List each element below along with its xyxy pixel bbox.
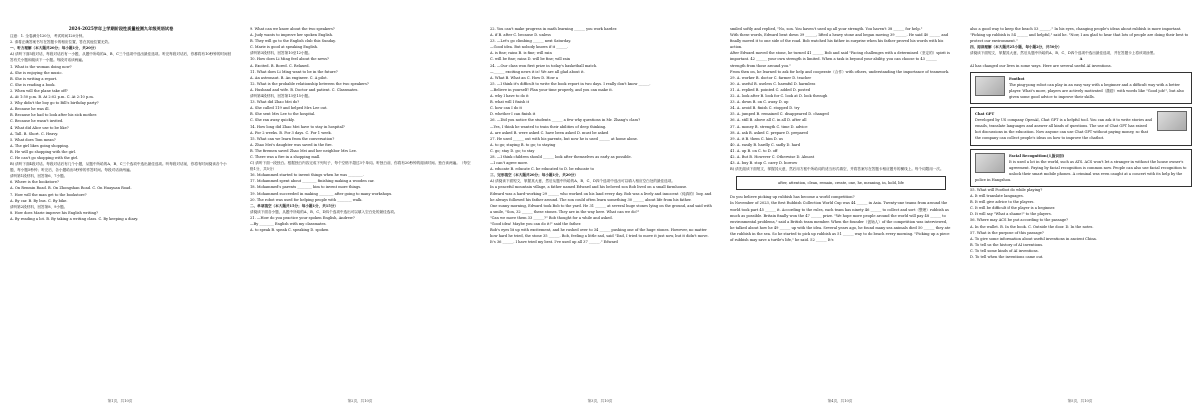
text-line: One sunny morning, Edward took Bob to the yard. He 31 ______ at several huge stones lying on the ground, and said with a smile, "Son, 32 ______ these stones. They are in the way here. What can we do?" — [490, 203, 712, 214]
text-line: 39. A. it B. them C. him D. us — [730, 136, 783, 141]
box-text: The ping-pong robot can play in an easy way with a beginner and a difficult way with a better player. What's more, players are actively motivated（激励）with words like "Good job!", but also given some good advice to improve their skills. — [1009, 82, 1184, 99]
text-line: 57. What is the purpose of this passage? — [970, 230, 1044, 235]
text-line: B. They will go to the English club this Sunday. — [250, 39, 336, 44]
text-line: B. To tell us the history of AI inventions. — [970, 242, 1044, 247]
text-line: C. go; stay D. go; to stay — [490, 148, 535, 153]
text-line: 38. A. ask B. asked C. prepare D. prepared — [730, 130, 808, 135]
text-line: —Good idea. But nobody knows if it ______. — [490, 45, 569, 50]
text-line: A. What B. What an C. How D. How a — [490, 75, 558, 80]
text-line: 请听第1段材料，回答第6、7小题。 — [10, 174, 68, 179]
box-title: Facial Recognition(人脸识别) — [1009, 153, 1065, 158]
exam-page-5 — [960, 0, 1200, 410]
text-line: A. An astronaut. B. An engineer. C. A pilot. — [250, 75, 328, 80]
text-line: 28. —I think children should ______ look after themselves as early as possible. — [490, 154, 632, 159]
text-line: B. The firemen saved Zhao Mei and her neighbor Mrs Lee. — [250, 148, 357, 153]
page-footer: 第4页，共10页 — [827, 399, 853, 403]
box-text: Developed by US company OpenAI, Chat GPT is a helpful tool. You can ask it to write stories and emails, translate languages and answer all kinds of questions. The use of Chat GPT has raised hot discussions in the education. Now anyone can use Chat GPT without paying money, so that the company can collect people's ideas on how to improve the chatbot. — [975, 118, 1152, 141]
exam-page-2 — [240, 0, 480, 410]
text-line: A. It will translate languages. — [970, 194, 1024, 199]
page-2-text — [250, 26, 472, 233]
text-line: A. She called 119 and helped Mrs Lee out. — [250, 106, 328, 111]
text-line: 27. He used ______ out with his parents, but now he is used ______ at home alone. — [490, 136, 638, 141]
text-line: AI has changed our lives in some ways. Here are several useful AI inventions. — [970, 63, 1112, 68]
text-line: Bob's eyes lit up with excitement, and he rushed over to 34 ______ pushing one of the huge stones. However, no matter how hard he tried, the stone 35 ______. Bob, feeling a little sad, said "Dad, I tried to move it just now, but it didn't move. It's 36 ______. I have tried my best. I've used up all 37 ______." Edward — [490, 228, 709, 245]
text-line: 请听第2段材料，回答第8、9小题。 — [10, 204, 68, 209]
text-line: A. Husband and wife. B. Doctor and patient. C. Classmates. — [250, 87, 359, 92]
info-box — [970, 107, 1192, 145]
text-line: 24. —Our class won first prize in today's basketball match. — [490, 63, 598, 68]
text-line: A. educate B. educate C. be educated to D. be educate to — [490, 167, 594, 172]
text-line: 6. Where is the bookstore? — [10, 180, 59, 185]
page-1-text — [10, 26, 232, 222]
photo-placeholder — [1157, 111, 1187, 131]
text-line: 2. When will the plane take off? — [10, 88, 68, 93]
info-box — [970, 149, 1192, 187]
text-line: —By ________ English with my classmates. — [250, 222, 327, 226]
text-line: A) 请听下面5段对话，每段对话后有一小题，从题中所给的A、B、C三个选项中选出最佳选项。听完每段对话后，你都将有10秒钟的时间回答有关小题和阅读下一小题。每段对话读两遍。 — [10, 52, 232, 63]
page-footer: 第5页，共10页 — [1067, 399, 1093, 403]
text-line: B. Because he had to look after his sick mother. — [10, 113, 97, 118]
photo-placeholder — [975, 153, 1005, 173]
info-box — [970, 72, 1192, 104]
text-line: 31. A. replied B. pointed C. added D. posted — [730, 87, 811, 92]
text-line: 21. —How do you practice your spoken English, Andrew? — [250, 215, 355, 220]
text-line: 7. How will the man get to the bookstore? — [10, 192, 87, 197]
text-line: A. Excited. B. Bored. C. Relaxed. — [250, 63, 310, 68]
text-line: 41. A. up B. on C. to D. off — [730, 148, 778, 153]
text-line: 26. —Did you notice the students ______ a few why questions in Mr. Zhang's class? — [490, 118, 641, 123]
page-footer: 第1页，共10页 — [107, 399, 133, 403]
text-line: 3. Why didn't the boy go to Bill's birthday party? — [10, 101, 99, 106]
text-line: C. Marie is good at speaking English. — [250, 45, 319, 50]
text-line: 13. What did Zhao Mei do? — [250, 100, 300, 105]
text-line: A. Because he was ill. — [10, 107, 50, 112]
text-line: A) 请阅读下面短文，掌握其大意，然后从题中所给的A、B、C、D四个选项中选出可以填入相应空白处的最佳选项。 — [490, 179, 675, 184]
text-line: 12. What is the probable relationship between the two speakers? — [250, 81, 369, 86]
text-line: D. To tell when the inventions came out. — [970, 255, 1044, 259]
text-line: 请阅读下面各小题，从题中所给的A、B、C、D四个选项中选出可以填入空白处的最佳选项。 — [250, 209, 398, 214]
text-line: From then on, he learned to ask for help and cooperate（合作）with others, understanding the importance of teamwork. — [730, 69, 950, 74]
text-line: With these words, Edward bent down 39 ______, lifted a heavy stone and began moving 39 ______. He said 40 ______ and finally moved it to one side of the road. Bob watched his father in surprise when his father proved his words with his action. — [730, 33, 949, 50]
text-line: Edward was a hard-working 29 ______ who worked on his land every day. Bob was a lively and innocent（纯真的）boy, and he always followed his father around. The son could often learn something 30 ______ about life from his father. — [490, 191, 712, 202]
exam-page-4 — [720, 0, 960, 410]
text-line: 16. Mohammed started to invent things when he was ________. — [250, 173, 364, 178]
text-line: A. are asked B. were asked C. have been asked D. must be asked — [490, 130, 609, 135]
text-line: smiled softly and replied, "No, son. You haven't used up all your strength. You haven't 38 ______ for help." — [730, 27, 923, 31]
text-line: 33. A. down B. on C. away D. up — [730, 100, 789, 105]
text-line: 55. What will Footbot do while playing? — [970, 187, 1043, 192]
text-line: A. By reading a lot. B. By taking a writing class. C. By keeping a diary. — [10, 216, 139, 221]
text-line: 四、阅读理解（本大题共25小题，每小题2分，共50分） — [970, 45, 1062, 50]
text-line: C. how can I do it — [490, 106, 522, 111]
text-line: 注意：1. 全卷满分120分，考试时间120分钟。 — [10, 34, 86, 39]
text-line: 37. A. money B. strength C. time D. advice — [730, 124, 808, 129]
text-line: A. Judy wants to improve her spoken English. — [250, 33, 334, 38]
photo-placeholder — [975, 76, 1005, 96]
text-line: C. She is reading a book. — [10, 82, 56, 87]
text-line: A. At 1:50 p.m. B. At 2:02 p.m. C. At 2:10 p.m. — [10, 95, 94, 100]
text-line: 5. What does Tom mean? — [10, 137, 56, 142]
text-line: "Picking up rubbish is 54 ______ and helpful," said he. "Now, I am glad to hear that lots of people are doing their best to protect our environment." — [970, 33, 1189, 44]
exam-page-1 — [0, 0, 240, 410]
page-4-text — [730, 26, 952, 243]
page-footer: 第2页，共10页 — [347, 399, 373, 403]
text-line: 三、完形填空（本大题共20分；每小题1分，共20分） — [490, 173, 578, 178]
text-line: 14. How long did Zhao Mei have to stay in hospital? — [250, 124, 345, 129]
text-line: After Edward moved the stone, he turned 41 ______ Bob and said "Facing challenges with a determined（坚定的）spirit is important. 42 ______ your own strength is limited. When a task is beyond your ability, you can choose to 43 ______ strength from those around you." — [730, 51, 951, 68]
text-line: 请听第3段材料，回答第10至12小题。 — [250, 51, 312, 56]
text-line: B. He will go shopping with the girl. — [10, 149, 77, 154]
box-title: Chat GPT — [975, 112, 995, 117]
text-line: B. She sent Mrs Lee to the hospital. — [250, 112, 316, 117]
text-line: C. It will be difficult if the player is a beginner. — [970, 206, 1056, 211]
text-line: —______ exciting news it is! We are all glad about it. — [490, 69, 585, 74]
text-line: 30. A. useful B. useless C. harmful D. harmless — [730, 81, 816, 86]
text-line: 18. Mohammed's parents ________ him to invent more things. — [250, 185, 362, 190]
text-line: C. To tell some kinds of AI inventions. — [970, 248, 1039, 253]
text-line: D. whether I can finish it — [490, 112, 536, 117]
text-line: 8. How does Marie improve his English writing? — [10, 210, 99, 215]
text-line: 10. How does Li Ming feel about the news? — [250, 57, 329, 62]
text-line: also a good way to keep the beach 53 ______." In his eyes, changing people's ideas about rubbish is more important. — [970, 27, 1182, 31]
text-line: C. There was a fire in a shopping mall. — [250, 154, 321, 159]
text-line: A. Tall. B. Short. C. Heavy. — [10, 131, 59, 136]
text-line: C) 请听下面一段独白。根据独白内容完成下列句子，每个空格不超过3个单词。听独白前，你将有20秒钟的阅读时间。独白读两遍。（每空格1分，共5分） — [250, 161, 471, 172]
text-line: 9. What can we know about the two speakers? — [250, 27, 335, 31]
text-line: 29. A. worker B. doctor C. farmer D. teacher — [730, 75, 812, 80]
text-line: 34. A. avoid B. finish C. stopped D. try — [730, 106, 800, 111]
text-line: 11. What does Li Ming want to be in the future? — [250, 69, 338, 74]
text-line: —I can't agree more. — [490, 161, 529, 166]
text-line: "Good idea! Maybe you can do it!" said the father. — [490, 222, 582, 226]
text-line: —Believe in yourself! Plan your time properly, and you can make it. — [490, 87, 613, 92]
text-line: B. She is writing a report. — [10, 76, 58, 81]
text-line: D. It will say "What a shame!" to the players. — [970, 212, 1052, 217]
page-footer: 第3页，共10页 — [587, 399, 613, 403]
text-line: 4. What did Alice use to be like? — [10, 125, 69, 130]
text-line: 56. Where may ACS be put according to the passage? — [970, 218, 1069, 223]
text-line: C. will be fine; rains D. will be fine; will rain — [490, 57, 571, 62]
text-line: 23. —Let's go climbing ______ next Saturday. — [490, 39, 572, 44]
text-line: A. is fine; rains B. is fine; will rain — [490, 51, 552, 56]
text-line: B. It will give advice to the players. — [970, 200, 1035, 205]
page-5-text — [970, 26, 1192, 260]
text-line: 35. A. jumped B. remained C. disappeared D. changed — [730, 112, 829, 117]
text-line: A. to speak B. speak C. speaking D. spoken — [250, 228, 329, 233]
text-line: 请听第4段材料，回答第13至15小题。 — [250, 94, 312, 99]
text-line: 22. You can't make progress in math learning ______ you work harder. — [490, 27, 618, 31]
text-line: A. to go; staying B. to go; to staying — [490, 142, 556, 147]
box-title: Footbot — [1009, 76, 1025, 81]
text-line: 25. —I think it's difficult to write the book report in two days. I really don't know ______. — [490, 81, 651, 86]
text-line: 32. A. look after B. look for C. look at D. look through — [730, 94, 828, 99]
text-line: Do you believe picking up rubbish has become a world competition? — [730, 195, 855, 200]
text-line: 36. A. still B. above all C. in all D. after all — [730, 118, 807, 123]
text-line: 19. Mohammed succeeded in making ________ after going to many workshops. — [250, 191, 393, 196]
text-line: 2024-2025学年上学期阶段性质量检测九年级英语试卷 — [68, 26, 174, 31]
text-line: C. Because he wasn't invited. — [10, 119, 64, 124]
text-line: A. The girl likes going shopping. — [10, 143, 70, 148]
text-line: A. For 2 weeks. B. For 3 days. C. For 1 week. — [250, 130, 332, 135]
text-line: B. what will I finish it — [490, 100, 530, 105]
text-line: A. why I have to do it — [490, 94, 529, 99]
text-line: A. On Renmin Road. B. On Zhongshan Road. C. On Huayuan Road. — [10, 186, 132, 191]
text-line: 17. Mohammed spent about ________ finishing making a wooden car. — [250, 179, 375, 184]
text-line: 43. A. buy B. stop C. carry D. borrow — [730, 161, 798, 166]
text-line: 15. What can we learn from the conversation? — [250, 136, 335, 141]
text-line: A. By car. B. By bus. C. By bike. — [10, 198, 68, 203]
text-line: A. In the wallet. B. In the book. C. Outside the door. D. In the notes. — [970, 224, 1094, 229]
text-line: C. She ran away quickly. — [250, 118, 295, 123]
text-line: A. Zhao Mei's daughter was saved in the fire. — [250, 142, 333, 147]
text-line: B) 请先阅读下面短文，掌握其大意，然后用方框中所给词的适当形式填空，并将答案写在答题卡相应题号的横线上。每个词限用一次。 — [730, 167, 944, 172]
text-line: 一、听力理解（本大题共20分；每小题1分，共20分） — [10, 46, 98, 51]
text-line: A. if B. after C. because D. unless — [490, 33, 551, 38]
text-line: "Can we move them 33 ______?" Bob thought for a while and asked. — [490, 215, 613, 220]
text-line: In a peaceful mountain village, a father named Edward and his beloved son Bob lived on a small farmhouse. — [490, 185, 688, 190]
text-line: 二、单项填空（本大题共15分；每小题1分，共15分） — [250, 203, 338, 208]
text-line: 2. 请将正确答案书写在答题卡的相应位置，答在其他位置无效。 — [10, 40, 112, 45]
text-line: C. He can't go shopping with the girl. — [10, 155, 79, 160]
text-line: 40. A. easily B. hardly C. sadly D. hard — [730, 142, 801, 147]
box-text: It is used a lot in the world, such as ATS. ACS won't let a stranger in without the house owner's agreement. Paying by facial recognition is common now. People can also use facial recognition to unlock their smart mobile phones. A criminal was even caught at a concert with its help by the police in Hangzhou. — [975, 159, 1187, 182]
text-line: A. To give some information about useful inventions in ancient China. — [970, 236, 1097, 241]
text-line: A. She is enjoying the music. — [10, 70, 63, 75]
exam-page-3 — [480, 0, 720, 410]
text-line: 1. What is the woman doing now? — [10, 64, 72, 69]
text-line: after, attention, clean, remain, create, one, he, meaning, in, hold, life — [736, 176, 946, 190]
page-3-text — [490, 26, 712, 245]
text-line: 42. A. But B. However C. Otherwise D. Almost — [730, 154, 815, 159]
text-line: In November of 2023, the first Rubbish Collection World Cup was 44 ______ in Asia. Twenty-one teams from around the world took part 45 ______ it. According to the rules, each team has ninety 46 ______ to collect and sort（整理）rubbish as much as possible. Britain finally won the 47 ______ prize. "We hope more people around the world will pay 48 ______ to environmental problems," said a British team member. When the founder（创始人）of the competition was interviewed, he talked about how he 49 ______ up with the idea. Several years ago, he found many sea animals died 50 ______ they ate the rubbish in the sea. So he started to pick up rubbish as 51 ______ way to do beach every morning. "Picking up a piece of rubbish may save a turtle's life," he said. 52 ______ It's — [730, 201, 951, 242]
text-line: 请阅读下面短文，掌握其大意，然后从题中所给的A、B、C、D四个选项中选出最佳选项，并在答题卡上将该项涂黑。 — [970, 51, 1157, 56]
text-line: 20. The robot was used for helping people with ________ walk. — [250, 197, 363, 202]
text-line: B) 请听下面4段对话。每段对话后有几个小题，从题中所给的A、B、C三个选项中选出最佳选项。听每段对话前，你将有时间阅读各个小题，每小题5秒钟；听完后，各小题给出5秒钟的作答时间。每段对话读两遍。 — [10, 162, 227, 173]
text-line: —Yes, I think he wanted to train their abilities of deep thinking. — [490, 124, 607, 129]
text-line: A — [1079, 57, 1083, 62]
